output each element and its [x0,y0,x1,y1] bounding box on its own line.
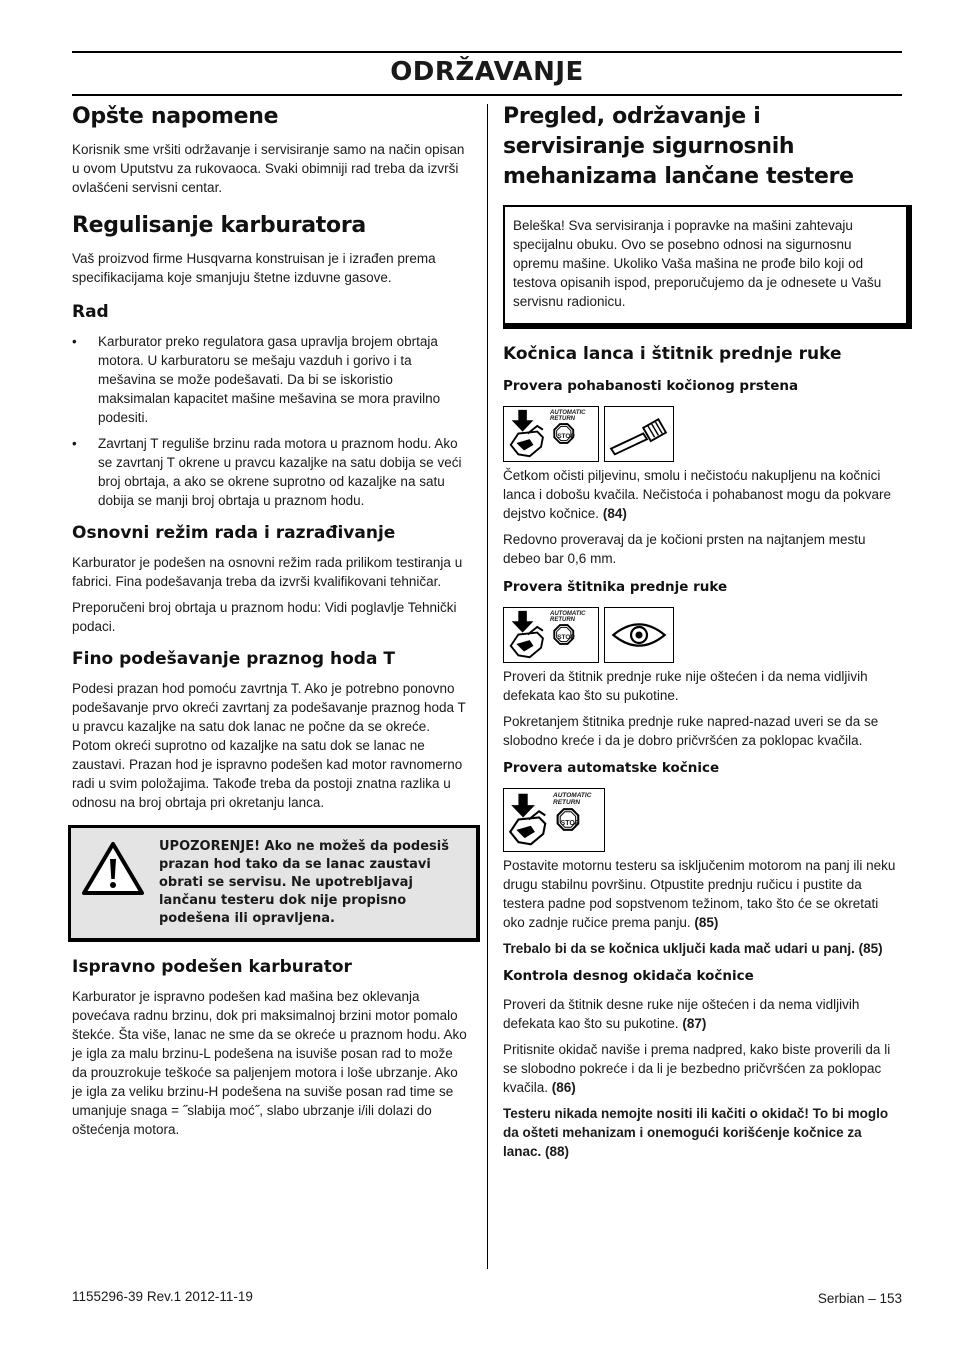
list-item [72,332,468,427]
correct-carb-heading: Ispravno podešen karburator [72,957,352,977]
footer-page-number: Serbian – 153 [817,1291,902,1306]
page-title: ODRŽAVANJE [390,57,584,87]
brush-icon [604,406,674,462]
brake-wear-text-2: Redovno proveravaj da je kočioni prsten na najtanjem mestu debeo bar 0,6 mm. [503,532,866,566]
brake-wear-icons [503,406,903,462]
trigger-check-heading: Kontrola desnog okidača kočnice [503,968,754,984]
auto-brake-icons [503,788,903,852]
general-heading: Opšte napomene [72,104,279,129]
eye-inspect-icon [604,607,674,663]
trigger-check-text-2: Pritisnite okidač naviše i prema nadpred, kako biste proverili da li se slobodno pokreće i da li je bezbedno pričvršćen za poklopac kvačila. (86) [503,1042,891,1095]
correct-carb-text: Karburator je ispravno podešen kad mašina bez oklevanja povećava radnu brzinu, dok pri maksimalnoj brzini motor pomalo štekće. Šta više, lanac ne sme da se okreće u praznom hodu. Ako je igla za malu brzinu-L podešena na isuviše posan rad to može da prouzrokuje teškoće sa paljenjem motora i loše ubrzanje. Ako je igla za veliku brzinu-H podešena na suviše posan rad time se umanjuje snaga = ˝slabija moć˝, slabo ubrzanje i/ili dolazi do oštećenja motora. [72,989,467,1137]
note-box [503,205,912,329]
automatic-return-label: AUTOMATIC RETURN [550,611,586,623]
auto-brake-text-1: Postavite motornu testeru sa isključenim motorom na panj ili neku drugu stabilnu površinu. Otpustite prednju ručicu i pustite da testera padne pod sopstvenom težinom, tako što će se okretati oko zadnje ručice prema panju. (85) [503,858,896,930]
brake-wear-text-1: Četkom očisti piljevinu, smolu i nečistoću nakupljenu na kočnici lanca i dobošu kvačila. Nečistoća i pohabanost mogu da pokvare dejstvo kočnice. (84) [503,468,891,521]
guard-check-text-2: Pokretanjem štitnika prednje ruke napred-nazad uveri se da se slobodno kreće i da je dobro pričvršćen za poklopac kvačila. [503,714,879,748]
bullet-dot: • [72,436,77,451]
left-column [72,100,468,1139]
guard-check-icons [503,607,903,663]
carburetor-heading: Regulisanje karburatora [72,213,366,238]
carburetor-text: Vaš proizvod firme Husqvarna konstruisan je i izrađen prema specifikacijama koje smanjuju štetne izduvne gasove. [72,251,436,285]
stop-label: STOP [560,820,580,827]
basic-setting-heading: Osnovni režim rada i razrađivanje [72,523,396,543]
right-column [503,100,903,1161]
warning-triangle-icon [81,840,145,896]
fine-adjust-text: Podesi prazan hod pomoću zavrtnja T. Ako je potrebno ponovno podešavanje prvo okreći zavrtanj za podešavanje praznog hoda T u pravcu kazaljke na satu dok lanac ne počne da se okreće. Potom okreći suprotno od kazaljke na satu dok se lanac ne zaustavi. Prazan hod je ispravno podešen kad motor ravnomerno radi u svim položajima. Takođe treba da postoji znatna razlika u odnosu na broj obrtaja pri okretanju lanca. [72,681,466,810]
list-item [72,434,468,510]
warning-box [68,825,480,942]
basic-setting-text-2: Preporučeni broj obrtaja u praznom hodu: Vidi poglavlje Tehnički podaci. [72,600,457,634]
guard-check-heading: Provera štitnika prednje ruke [503,579,728,595]
guard-check-text-1: Proveri da štitnik prednje ruke nije oštećen i da nema vidljivih defekata kao što su pukotine. [503,669,868,703]
header-top-rule [72,51,902,53]
basic-setting-text-1: Karburator je podešen na osnovni režim rada prilikom testiranja u fabrici. Fina podešavanja treba da izvrši kvalifikovani tehničar. [72,555,463,589]
automatic-return-icon [503,788,605,852]
trigger-check-text-1: Proveri da štitnik desne ruke nije oštećen i da nema vidljivih defekata kao što su pukotine. (87) [503,997,860,1031]
bullet-dot: • [72,334,77,349]
brake-wear-heading: Provera pohabanosti kočionog prstena [503,378,799,394]
header-bottom-rule [72,94,902,96]
warning-text: UPOZORENJE! Ako ne možeš da podesiš prazan hod tako da se lanac zaustavi obrati se servisu. Ne upotrebljavaj lančanu testeru dok nije propisno podešena ili opravljena. [159,839,449,926]
auto-brake-text-2: Trebalo bi da se kočnica uključi kada mač udari u panj. (85) [503,941,883,956]
stop-label: STOP [557,634,575,641]
note-text: Beleška! Sva servisiranja i popravke na mašini zahtevaju specijalnu obuku. Ovo se posebno odnosi na sigurnosnu opremu mašine. Ukoliko Vaša mašina ne prođe bilo koji od testova opisanih ispod, preporučujemo da je odnesete u Vašu servisnu radionicu. [513,218,882,309]
list-item-text: Zavrtanj T reguliše brzinu rada motora u praznom hodu. Ako se zavrtanj T okrene u pravcu kazaljke na satu dobija se veći broj obrtaja, a ako se okrene suprotno od kazaljke na satu dobija se manji broj obrtaja u praznom hodu. [98,436,462,508]
operation-heading: Rad [72,302,109,322]
trigger-check-text-3: Testeru nikada nemojte nositi ili kačiti o okidač! To bi moglo da ošteti mehanizam i onemogući korišćenje kočnice za lanac. (88) [503,1106,889,1159]
automatic-return-icon [503,406,599,462]
cleaning-brush-icon [605,407,672,460]
automatic-return-label: AUTOMATIC RETURN [553,792,592,806]
automatic-return-label: AUTOMATIC RETURN [550,410,586,422]
operation-list [72,332,468,510]
footer-doc-number: 1155296-39 Rev.1 2012-11-19 [72,1289,253,1304]
column-divider [487,104,488,1269]
fine-adjust-heading: Fino podešavanje praznog hoda T [72,649,395,669]
stop-label: STOP [557,433,575,440]
chain-brake-heading: Kočnica lanca i štitnik prednje ruke [503,344,842,364]
safety-heading: Pregled, održavanje i servisiranje sigurnosnih mehanizama lančane testere [503,104,854,189]
general-text: Korisnik sme vršiti održavanje i servisiranje samo na način opisan u ovom Uputstvu za rukovaoca. Svaki obimniji rad treba da izvrši ovlašćeni servisni centar. [72,142,465,195]
list-item-text: Karburator preko regulatora gasa upravlja brojem obrtaja motora. U karburatoru se mešaju vazduh i gorivo i ta mešavina se može podešavati. Da bi se iskoristio maksimalan kapacitet mašine mešavina se mora pravilno podesiti. [98,334,441,425]
auto-brake-heading: Provera automatske kočnice [503,760,720,776]
automatic-return-icon [503,607,599,663]
eye-icon [608,616,670,654]
